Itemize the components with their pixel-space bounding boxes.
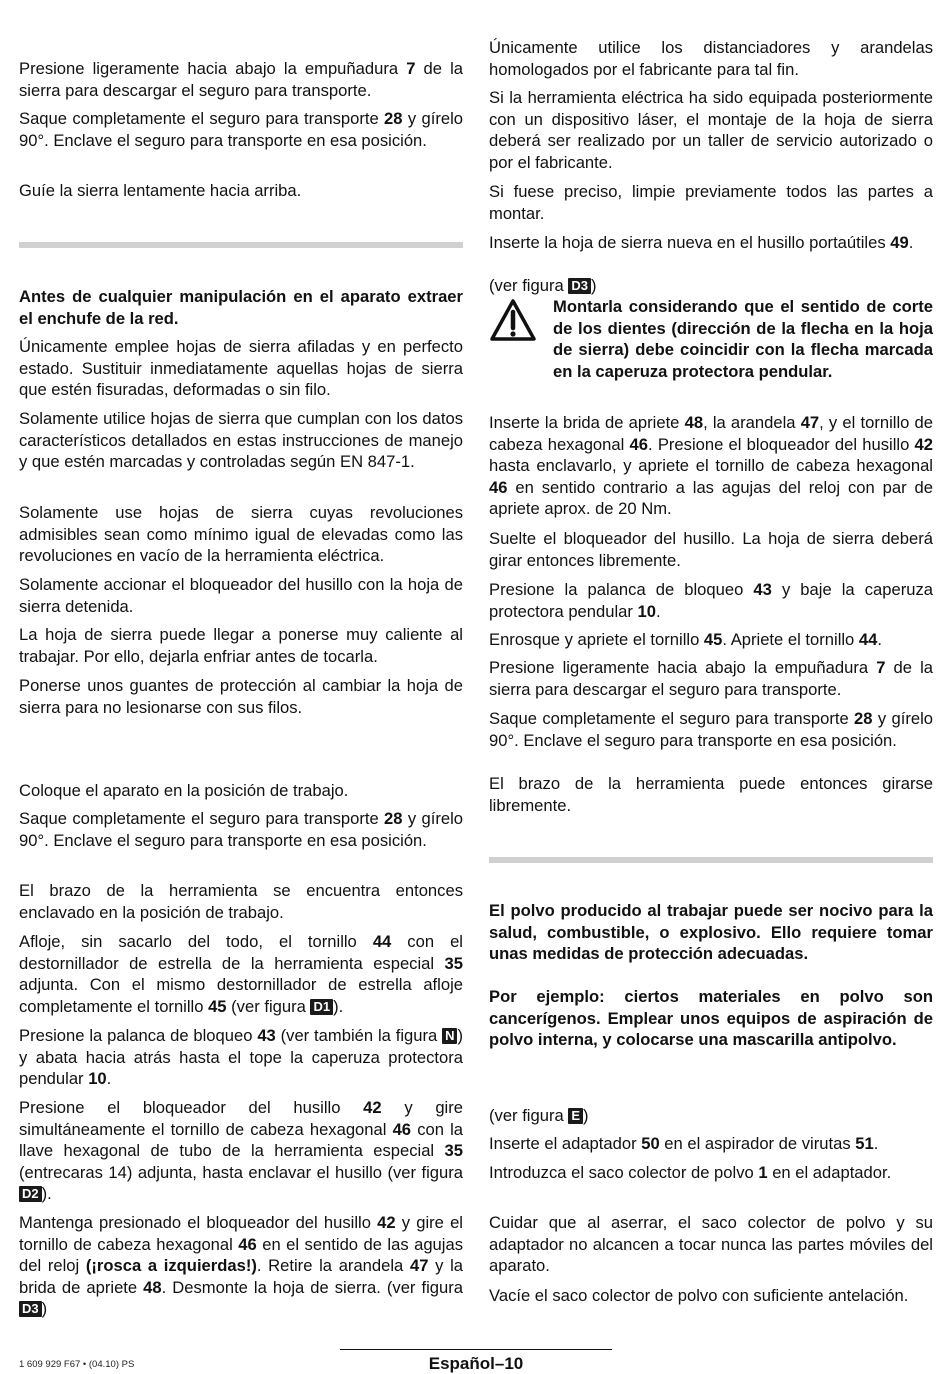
paragraph: Presione ligeramente hacia abajo la empuñadura 7 de la sierra para descargar el seguro para transporte. <box>489 658 933 699</box>
paragraph: La hoja de sierra puede llegar a ponerse muy caliente al trabajar. Por ello, dejarla enfriar antes de tocarla. <box>19 625 463 666</box>
paragraph: Solamente accionar el bloqueador del husillo con la hoja de sierra detenida. <box>19 575 463 616</box>
paragraph: Únicamente emplee hojas de sierra afiladas y en perfecto estado. Sustituir inmediatamente aquellas hojas de sierra que estén fisuradas, deformadas o sin filo. <box>19 337 463 399</box>
paragraph: Únicamente utilice los distanciadores y arandelas homologados por el fabricante para tal fin. <box>489 38 933 79</box>
footer-rule <box>340 1349 612 1350</box>
warning-text: Por ejemplo: ciertos materiales en polvo son cancerígenos. Emplear unos equipos de aspiración de polvo interna, y colocarse una mascarilla antipolvo. <box>489 987 933 1049</box>
paragraph: Inserte la brida de apriete 48, la arandela 47, y el tornillo de cabeza hexagonal 46. Presione el bloqueador del husillo 42 hasta enclavarlo, y apriete el tornillo de cabeza hexagonal 46 en sentido contrario a las agujas del reloj con par de apriete aprox. de 20 Nm. <box>489 413 933 518</box>
paragraph: Inserte el adaptador 50 en el aspirador de virutas 51. <box>489 1134 879 1153</box>
figure-tag: D1 <box>310 999 333 1015</box>
paragraph: Vacíe el saco colector de polvo con suficiente antelación. <box>489 1286 909 1305</box>
paragraph: Si fuese preciso, limpie previamente todos las partes a montar. <box>489 182 933 223</box>
paragraph: Saque completamente el seguro para transporte 28 y gírelo 90°. Enclave el seguro para transporte en esa posición. <box>19 109 463 150</box>
figure-tag: D3 <box>19 1301 42 1317</box>
paragraph: Ponerse unos guantes de protección al cambiar la hoja de sierra para no lesionarse con sus filos. <box>19 676 463 717</box>
section-divider <box>489 857 933 863</box>
paragraph: Cuidar que al aserrar, el saco colector de polvo y su adaptador no alcancen a tocar nunca las partes móviles del aparato. <box>489 1213 933 1275</box>
paragraph: (ver figura E ) <box>489 1106 589 1125</box>
figure-tag: D2 <box>19 1186 42 1202</box>
paragraph: Presione ligeramente hacia abajo la empuñadura 7 de la sierra para descargar el seguro para transporte. <box>19 59 463 100</box>
paragraph: Inserte la hoja de sierra nueva en el husillo portaútiles 49. <box>489 233 914 252</box>
paragraph: El brazo de la herramienta se encuentra entonces enclavado en la posición de trabajo. <box>19 881 463 922</box>
paragraph: Saque completamente el seguro para transporte 28 y gírelo 90°. Enclave el seguro para transporte en esa posición. <box>489 709 933 750</box>
section-divider <box>19 242 463 248</box>
page-number: Español–10 <box>428 1354 524 1373</box>
paragraph: Presione la palanca de bloqueo 43 y baje la caperuza protectora pendular 10. <box>489 580 933 621</box>
warning-text: Antes de cualquier manipulación en el aparato extraer el enchufe de la red. <box>19 287 463 328</box>
paragraph: Coloque el aparato en la posición de trabajo. <box>19 781 349 800</box>
warning-text: El polvo producido al trabajar puede ser nocivo para la salud, combustible, o explosivo. Ello requiere tomar unas medidas de protección adecuadas. <box>489 901 933 963</box>
paragraph: (ver figura D3 ) <box>489 276 597 295</box>
paragraph: Solamente use hojas de sierra cuyas revoluciones admisibles sean como mínimo igual de elevadas como las revoluciones en vacío de la herramienta eléctrica. <box>19 503 463 565</box>
paragraph: Afloje, sin sacarlo del todo, el tornillo 44 con el destornillador de estrella de la herramienta especial 35 adjunta. Con el mismo destornillador de estrella afloje completamente el tornillo 45 (ver figura D1 ). <box>19 932 463 1016</box>
paragraph: El brazo de la herramienta puede entonces girarse libremente. <box>489 774 933 815</box>
warning-triangle-icon <box>489 298 537 342</box>
warning-text: Montarla considerando que el sentido de corte de los dientes (dirección de la flecha en la hoja de sierra) debe coincidir con la flecha marcada en la caperuza protectora pendular. <box>553 297 933 381</box>
paragraph: Enrosque y apriete el tornillo 45. Apriete el tornillo 44. <box>489 630 882 649</box>
paragraph: Introduzca el saco colector de polvo 1 en el adaptador. <box>489 1163 892 1182</box>
document-code: 1 609 929 F67 • (04.10) PS <box>19 1359 135 1370</box>
paragraph: Mantenga presionado el bloqueador del husillo 42 y gire el tornillo de cabeza hexagonal 46 en el sentido de las agujas del reloj (¡rosca a izquierdas!). Retire la arandela 47 y la brida de apriete 48. Desmonte la hoja de sierra. (ver figura D3 ) <box>19 1213 463 1318</box>
paragraph: Saque completamente el seguro para transporte 28 y gírelo 90°. Enclave el seguro para transporte en esa posición. <box>19 809 463 850</box>
figure-tag: N <box>442 1028 457 1044</box>
paragraph: Presione el bloqueador del husillo 42 y gire simultáneamente el tornillo de cabeza hexagonal 46 con la llave hexagonal de tubo de la herramienta especial 35 (entrecaras 14) adjunta, hasta enclavar el husillo (ver figura D2 ). <box>19 1098 464 1203</box>
warning-block <box>489 296 933 406</box>
figure-tag: E <box>568 1108 583 1124</box>
page-footer <box>0 1348 950 1372</box>
paragraph: Guíe la sierra lentamente hacia arriba. <box>19 181 302 200</box>
figure-tag: D3 <box>568 278 591 294</box>
paragraph: Suelte el bloqueador del husillo. La hoja de sierra deberá girar entonces libremente. <box>489 529 933 570</box>
paragraph: Si la herramienta eléctrica ha sido equipada posteriormente con un dispositivo láser, el montaje de la hoja de sierra deberá ser realizado por un taller de servicio autorizado o por el fabricante. <box>489 88 933 172</box>
paragraph: Presione la palanca de bloqueo 43 (ver también la figura N ) y abata hacia atrás hasta el tope la caperuza protectora pendular 10. <box>19 1026 463 1088</box>
paragraph: Solamente utilice hojas de sierra que cumplan con los datos característicos detallados en estas instrucciones de manejo y que estén marcadas y controladas según EN 847-1. <box>19 409 463 471</box>
